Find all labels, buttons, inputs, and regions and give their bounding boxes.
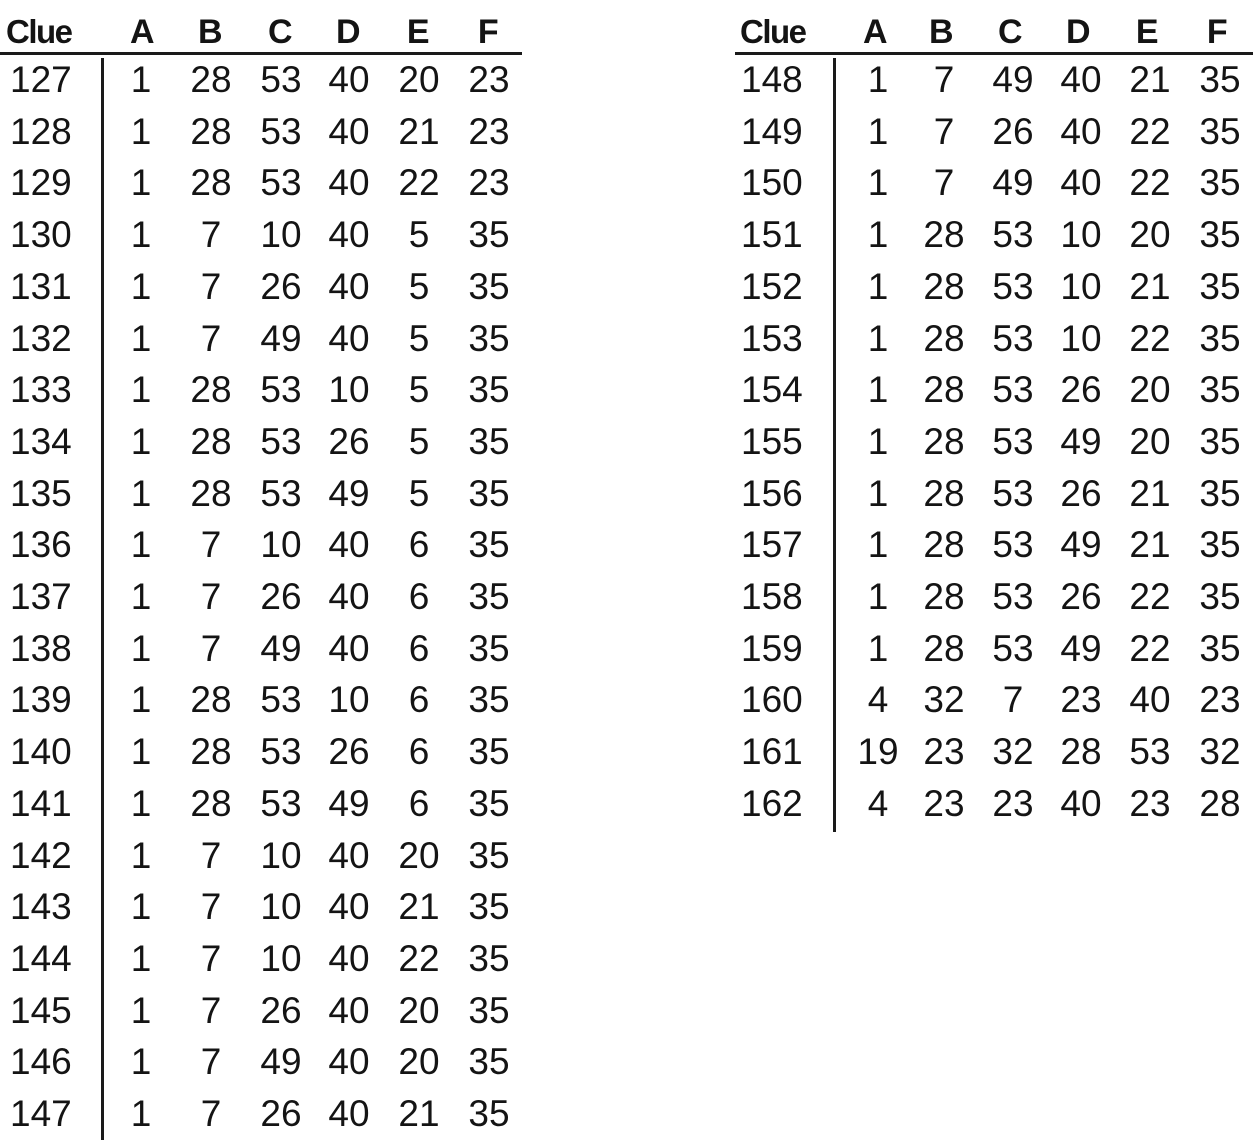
cell-f: 35 [1199,110,1241,152]
cell-f: 35 [468,782,510,824]
cell-clue: 138 [10,627,72,669]
cell-d: 40 [328,524,370,566]
cell-c: 10 [260,214,302,256]
cell-a: 1 [867,524,889,566]
cell-clue: 132 [10,317,72,359]
cell-a: 1 [130,679,152,721]
cell-a: 1 [130,214,152,256]
cell-e: 6 [408,524,430,566]
cell-f: 35 [468,886,510,928]
cell-b: 28 [190,679,232,721]
cell-f: 35 [1199,627,1241,669]
cell-b: 28 [923,472,965,514]
cell-c: 49 [992,59,1034,100]
cell-f: 35 [468,989,510,1031]
cell-c: 26 [260,265,302,307]
cell-c: 53 [260,110,302,152]
cell-f: 35 [468,214,510,256]
cell-c: 10 [260,937,302,979]
cell-f: 35 [1199,369,1241,411]
cell-c: 53 [992,317,1034,359]
cell-e: 21 [1129,265,1171,307]
cell-a: 1 [867,59,889,100]
cell-b: 7 [200,886,222,928]
cell-clue: 147 [10,1093,72,1134]
cell-clue: 133 [10,369,72,411]
cell-d: 10 [1060,317,1102,359]
cell-c: 53 [260,782,302,824]
cell-d: 40 [328,317,370,359]
cell-b: 28 [190,420,232,462]
cell-c: 23 [992,782,1034,824]
cell-clue: 143 [10,886,72,928]
cell-e: 20 [398,989,440,1031]
cell-b: 28 [190,162,232,204]
cell-e: 22 [1129,317,1171,359]
cell-f: 35 [468,937,510,979]
cell-b: 7 [200,627,222,669]
cell-clue: 150 [741,162,803,204]
cell-d: 26 [328,420,370,462]
cell-e: 21 [398,110,440,152]
cell-clue: 158 [741,576,803,617]
cell-a: 1 [867,420,889,462]
cell-c: 53 [992,576,1034,617]
cell-e: 20 [398,834,440,876]
cell-e: 5 [408,472,430,514]
cell-b: 7 [200,317,222,359]
cell-a: 1 [130,576,152,617]
cell-c: 53 [992,524,1034,566]
cell-f: 35 [468,834,510,876]
cell-c: 53 [260,420,302,462]
cell-b: 32 [923,679,965,721]
cell-b: 7 [200,524,222,566]
cell-a: 4 [867,782,889,824]
cell-c: 53 [260,369,302,411]
cell-a: 1 [867,472,889,514]
cell-e: 6 [408,627,430,669]
cell-clue: 154 [741,369,803,411]
cell-b: 28 [190,369,232,411]
cell-b: 23 [923,731,965,773]
cell-f: 35 [1199,317,1241,359]
cell-clue: 128 [10,110,72,152]
cell-e: 21 [1129,524,1171,566]
cell-f: 35 [468,524,510,566]
cell-clue: 156 [741,472,803,514]
cell-e: 5 [408,265,430,307]
cell-clue: 159 [741,627,803,669]
cell-b: 28 [923,317,965,359]
cell-c: 26 [992,110,1034,152]
cell-f: 35 [468,1093,510,1134]
header-f: F [1206,13,1228,51]
cell-clue: 129 [10,162,72,204]
cell-a: 1 [130,886,152,928]
cell-e: 20 [398,1041,440,1083]
cell-e: 6 [408,782,430,824]
cell-b: 28 [190,59,232,100]
cell-f: 35 [1199,576,1241,617]
cell-f: 35 [1199,420,1241,462]
cell-b: 7 [200,1093,222,1134]
cell-clue: 149 [741,110,803,152]
cell-clue: 127 [10,59,72,100]
cell-c: 53 [992,369,1034,411]
cell-clue: 135 [10,472,72,514]
cell-e: 20 [1129,420,1171,462]
cell-clue: 155 [741,420,803,462]
cell-e: 20 [1129,214,1171,256]
header-a: A [129,13,155,51]
cell-clue: 151 [741,214,803,256]
cell-d: 10 [1060,265,1102,307]
cell-d: 49 [328,472,370,514]
cell-c: 53 [992,214,1034,256]
cell-c: 49 [992,162,1034,204]
cell-e: 5 [408,420,430,462]
cell-f: 35 [468,679,510,721]
cell-a: 1 [130,627,152,669]
cell-d: 40 [328,937,370,979]
cell-b: 7 [933,162,955,204]
cell-clue: 131 [10,265,72,307]
cell-e: 22 [1129,627,1171,669]
cell-d: 40 [328,59,370,100]
cell-b: 7 [200,937,222,979]
cell-f: 35 [468,1041,510,1083]
cell-clue: 137 [10,576,72,617]
cell-a: 1 [130,1093,152,1134]
cell-a: 1 [130,782,152,824]
cell-e: 5 [408,317,430,359]
cell-a: 1 [130,1041,152,1083]
cell-a: 1 [867,110,889,152]
cell-c: 10 [260,834,302,876]
cell-b: 28 [923,420,965,462]
cell-e: 22 [398,937,440,979]
cell-c: 49 [260,627,302,669]
cell-a: 1 [867,162,889,204]
cell-d: 23 [1060,679,1102,721]
cell-d: 28 [1060,731,1102,773]
cell-f: 35 [1199,214,1241,256]
cell-clue: 145 [10,989,72,1031]
cell-a: 1 [867,317,889,359]
cell-f: 32 [1199,731,1241,773]
cell-d: 10 [328,369,370,411]
cell-clue: 140 [10,731,72,773]
cell-d: 40 [1060,59,1102,100]
cell-a: 1 [867,214,889,256]
cell-b: 7 [200,214,222,256]
cell-d: 26 [328,731,370,773]
cell-e: 40 [1129,679,1171,721]
cell-a: 19 [857,731,899,773]
cell-clue: 160 [741,679,803,721]
cell-b: 28 [190,731,232,773]
cell-d: 40 [328,886,370,928]
cell-b: 28 [923,627,965,669]
cell-d: 40 [1060,110,1102,152]
cell-d: 40 [328,162,370,204]
clue-column-divider [101,58,104,1140]
cell-e: 6 [408,576,430,617]
cell-e: 22 [1129,110,1171,152]
cell-clue: 161 [741,731,803,773]
cell-e: 22 [1129,162,1171,204]
cell-d: 40 [328,265,370,307]
cell-b: 28 [190,472,232,514]
cell-b: 7 [200,989,222,1031]
cell-c: 53 [260,162,302,204]
header-e: E [406,13,430,51]
cell-clue: 146 [10,1041,72,1083]
cell-f: 23 [1199,679,1241,721]
cell-clue: 157 [741,524,803,566]
cell-b: 7 [200,1041,222,1083]
cell-a: 1 [867,627,889,669]
cell-b: 23 [923,782,965,824]
header-f: F [477,13,499,51]
cell-f: 35 [468,731,510,773]
cell-d: 40 [328,1041,370,1083]
cell-d: 10 [1060,214,1102,256]
cell-b: 7 [200,265,222,307]
cell-d: 40 [328,627,370,669]
cell-d: 40 [328,214,370,256]
cell-b: 28 [923,265,965,307]
cell-c: 26 [260,1093,302,1134]
cell-c: 32 [992,731,1034,773]
cell-f: 23 [468,162,510,204]
cell-c: 53 [992,265,1034,307]
cell-f: 35 [468,369,510,411]
cell-clue: 152 [741,265,803,307]
cell-e: 22 [398,162,440,204]
header-d: D [1065,13,1091,51]
cell-b: 28 [923,214,965,256]
cell-a: 1 [130,110,152,152]
cell-a: 1 [130,937,152,979]
cell-f: 23 [468,59,510,100]
right-clue-table [735,0,1253,1140]
cell-c: 10 [260,886,302,928]
cell-f: 35 [1199,524,1241,566]
cell-d: 49 [1060,627,1102,669]
cell-e: 21 [1129,59,1171,100]
cell-f: 35 [468,627,510,669]
header-d: D [335,13,361,51]
cell-a: 1 [130,59,152,100]
cell-a: 1 [130,731,152,773]
cell-e: 22 [1129,576,1171,617]
clue-column-divider [833,58,836,832]
cell-b: 7 [933,59,955,100]
cell-c: 10 [260,524,302,566]
cell-clue: 139 [10,679,72,721]
cell-b: 28 [923,576,965,617]
cell-b: 28 [190,782,232,824]
cell-clue: 134 [10,420,72,462]
cell-c: 7 [1002,679,1024,721]
cell-c: 53 [260,59,302,100]
cell-d: 40 [328,1093,370,1134]
cell-b: 28 [923,369,965,411]
cell-e: 20 [1129,369,1171,411]
header-c: C [997,13,1023,51]
cell-clue: 136 [10,524,72,566]
cell-clue: 148 [741,59,803,100]
cell-c: 53 [992,420,1034,462]
cell-a: 1 [130,524,152,566]
cell-e: 21 [398,1093,440,1134]
cell-a: 1 [130,989,152,1031]
cell-clue: 142 [10,834,72,876]
cell-a: 4 [867,679,889,721]
cell-b: 28 [923,524,965,566]
cell-a: 1 [130,265,152,307]
cell-d: 40 [1060,782,1102,824]
cell-e: 21 [398,886,440,928]
cell-a: 1 [130,317,152,359]
left-clue-table [0,0,530,1140]
cell-c: 53 [260,731,302,773]
cell-clue: 162 [741,782,803,824]
cell-f: 35 [1199,265,1241,307]
header-a: A [862,13,888,51]
header-b: B [928,13,954,51]
cell-e: 21 [1129,472,1171,514]
cell-f: 35 [1199,59,1241,100]
cell-e: 20 [398,59,440,100]
header-clue: Clue [740,13,806,50]
cell-c: 26 [260,989,302,1031]
header-clue: Clue [6,13,72,50]
cell-d: 10 [328,679,370,721]
cell-c: 53 [992,627,1034,669]
cell-b: 7 [200,576,222,617]
cell-f: 35 [468,472,510,514]
header-b: B [197,13,223,51]
cell-e: 5 [408,214,430,256]
cell-clue: 144 [10,937,72,979]
header-c: C [267,13,293,51]
cell-b: 7 [200,834,222,876]
cell-e: 6 [408,679,430,721]
cell-d: 40 [328,834,370,876]
cell-c: 53 [260,679,302,721]
cell-a: 1 [130,369,152,411]
cell-a: 1 [130,834,152,876]
cell-a: 1 [867,265,889,307]
cell-f: 35 [1199,472,1241,514]
cell-clue: 153 [741,317,803,359]
cell-d: 49 [328,782,370,824]
cell-c: 53 [992,472,1034,514]
cell-f: 35 [468,420,510,462]
cell-e: 5 [408,369,430,411]
cell-c: 49 [260,317,302,359]
cell-d: 49 [1060,524,1102,566]
cell-c: 49 [260,1041,302,1083]
cell-d: 26 [1060,472,1102,514]
cell-b: 7 [933,110,955,152]
cell-clue: 141 [10,782,72,824]
cell-d: 26 [1060,576,1102,617]
cell-a: 1 [867,576,889,617]
cell-f: 28 [1199,782,1241,824]
cell-d: 40 [1060,162,1102,204]
cell-d: 49 [1060,420,1102,462]
cell-b: 28 [190,110,232,152]
cell-a: 1 [867,369,889,411]
cell-e: 53 [1129,731,1171,773]
cell-c: 26 [260,576,302,617]
cell-a: 1 [130,472,152,514]
cell-e: 6 [408,731,430,773]
cell-d: 40 [328,989,370,1031]
cell-e: 23 [1129,782,1171,824]
cell-f: 35 [468,265,510,307]
cell-a: 1 [130,162,152,204]
cell-f: 35 [468,317,510,359]
cell-f: 35 [468,576,510,617]
cell-d: 26 [1060,369,1102,411]
cell-f: 35 [1199,162,1241,204]
cell-d: 40 [328,576,370,617]
cell-a: 1 [130,420,152,462]
cell-d: 40 [328,110,370,152]
cell-clue: 130 [10,214,72,256]
cell-f: 23 [468,110,510,152]
cell-c: 53 [260,472,302,514]
header-e: E [1135,13,1159,51]
